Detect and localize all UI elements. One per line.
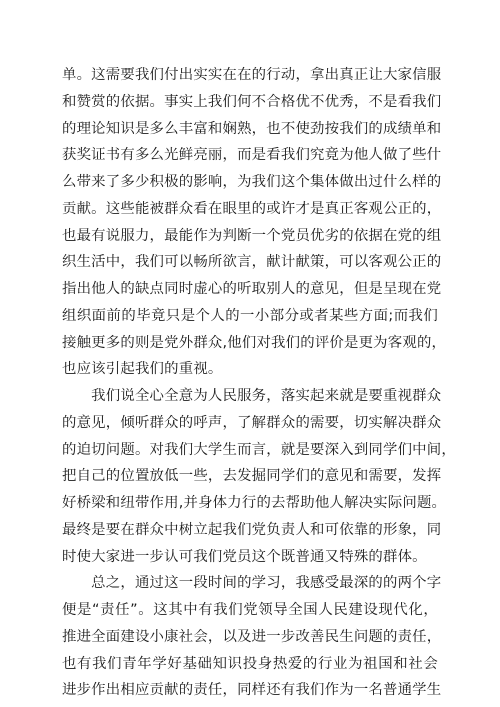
text-line: 和赞赏的依据。事实上我们何不合格优不优秀，不是看我们 <box>62 93 442 110</box>
text-line: 的理论知识是多么丰富和娴熟，也不使劲按我们的成绩单和 <box>62 120 442 137</box>
text-line: 把自己的位置放低一些，去发掘同学们的意见和需要，发挥 <box>62 468 442 485</box>
text-line: 接触更多的则是党外群众,他们对我们的评价是更为客观的， <box>62 334 447 351</box>
text-line: 的意见，倾听群众的呼声，了解群众的需要，切实解决群众 <box>62 414 442 431</box>
text-line: 的迫切问题。对我们大学生而言，就是要深入到同学们中间， <box>62 441 456 458</box>
document-body <box>62 62 456 704</box>
text-line: 也有我们青年学好基础知识投身热爱的行业为祖国和社会 <box>62 655 438 672</box>
text-line: 好桥梁和纽带作用,并身体力行的去帮助他人解决实际问题。 <box>62 495 447 511</box>
text-line: 组织面前的毕竟只是个人的一小部分或者某些方面;而我们 <box>62 307 438 324</box>
text-line: 获奖证书有多么光鲜亮丽，而是看我们究竟为他人做了些什 <box>62 147 442 164</box>
text-line: 时使大家进一步认可我们党员这个既普通又特殊的群体。 <box>62 548 427 565</box>
text-line: 单。这需要我们付出实实在在的行动，拿出真正让大家信服 <box>62 67 442 83</box>
text-line: 么带来了多少积极的影响，为我们这个集体做出过什么样的 <box>62 174 442 190</box>
text-line: 进步作出相应贡献的责任，同样还有我们作为一名普通学生 <box>62 682 442 699</box>
text-line: 贡献。这些能被群众看在眼里的或许才是真正客观公正的， <box>62 200 442 217</box>
text-line: 指出他人的缺点同时虚心的听取别人的意见，但是呈现在党 <box>62 281 442 297</box>
text-line: 推进全面建设小康社会，以及进一步改善民生问题的责任， <box>62 628 442 645</box>
text-line: 便是“责任”。这其中有我们党领导全国人民建设现代化， <box>62 602 438 618</box>
text-line: 最终是要在群众中树立起我们党负责人和可依靠的形象，同 <box>62 521 442 538</box>
text-line: 也应该引起我们的重视。 <box>62 361 223 378</box>
text-line: 也最有说服力，最能作为判断一个党员优劣的依据在党的组 <box>62 227 442 244</box>
text-line: 我们说全心全意为人民服务，落实起来就是要重视群众 <box>62 388 442 404</box>
text-line: 总之，通过这一段时间的学习，我感受最深的的两个字 <box>62 575 442 592</box>
text-line: 织生活中，我们可以畅所欲言，献计献策，可以客观公正的 <box>62 254 442 271</box>
